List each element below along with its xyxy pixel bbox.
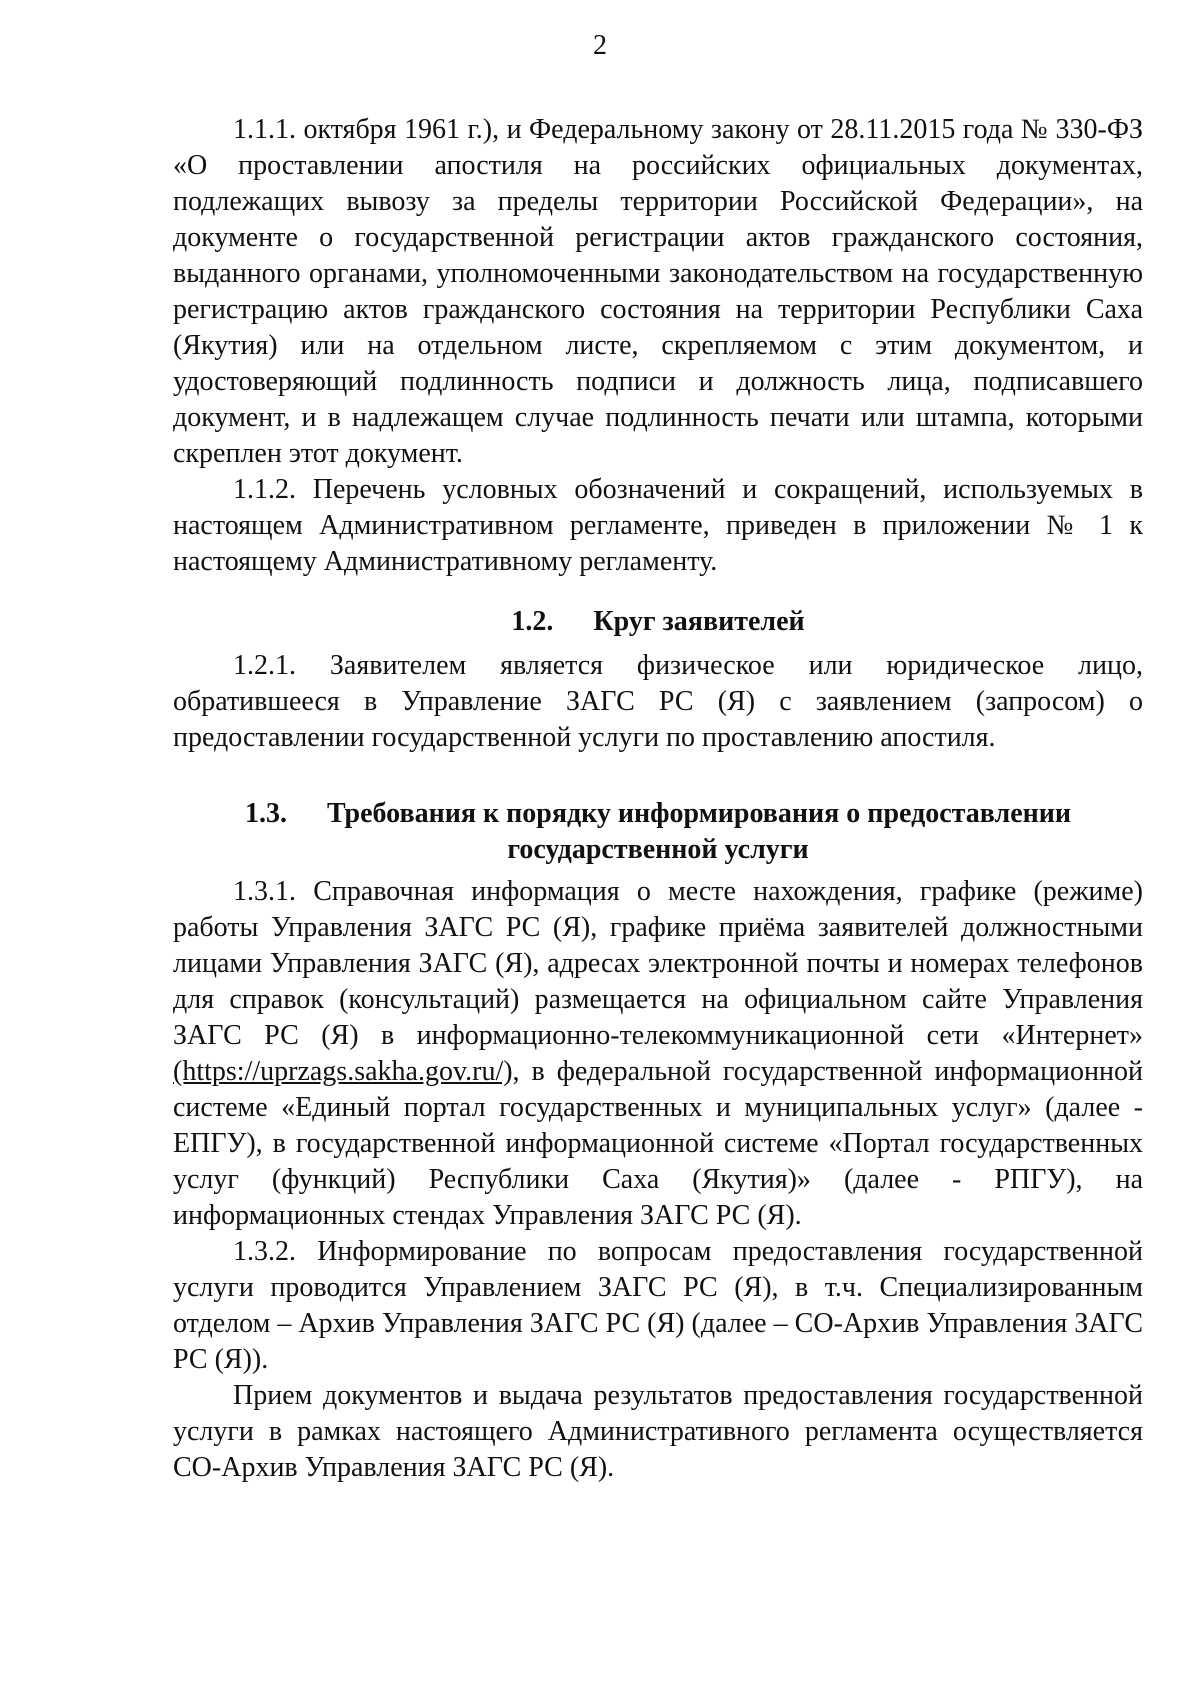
page-number: 2 <box>593 30 607 61</box>
paragraph-text: в федеральной государственной информационной системе «Единый портал государственных и муниципальных услуг» (далее - ЕПГУ), в государственной информационной системе «Портал государственных услуг (функций) Республики Саха (Якутия)» (далее - РПГУ), на информационных стендах Управления ЗАГС РС (Я). <box>173 1056 1143 1231</box>
website-link[interactable]: (https://uprzags.sakha.gov.ru/), <box>173 1056 520 1087</box>
paragraph-1-3-2: 1.3.2. Информирование по вопросам предоставления государственной услуги проводится Управлением ЗАГС РС (Я), в т.ч. Специализированным отделом – Архив Управления ЗАГС РС (Я) (далее – СО-Архив Управления ЗАГС РС (Я)). <box>173 1236 1143 1375</box>
section-number: 1.3. <box>244 798 287 829</box>
paragraph-1-1-1: 1.1.1. октября 1961 г.), и Федеральному закону от 28.11.2015 года № 330-ФЗ «О проставлении апостиля на российских официальных документах, подлежащих вывозу за пределы территории Российской Федерации», на документе о государственной регистрации актов гражданского состояния, выданного органами, уполномоченными законодательством на государственную регистрацию актов гражданского состояния на территории Республики Саха (Якутия) или на отдельном листе, скрепляемом с этим документом, и удостоверяющий подлинность подписи и должность лица, подписавшего документ, и в надлежащем случае подлинность печати или штампа, которыми скреплен этот документ. <box>173 114 1143 469</box>
paragraph-text: 1.3.1. Справочная информация о месте нахождения, графике (режиме) работы Управления ЗАГС РС (Я), графике приёма заявителей должностными лицами Управления ЗАГС (Я), адресах электронной почты и номерах телефонов для справок (консультаций) размещается на официальном сайте Управления ЗАГС РС (Я) в информационно-телекоммуникационной сети «Интернет» <box>173 876 1143 1051</box>
section-heading-1-3 <box>173 796 1143 868</box>
section-heading-line-2: государственной услуги <box>507 834 809 865</box>
section-number: 1.2. <box>511 606 554 637</box>
paragraph-reception: Прием документов и выдача результатов предоставления государственной услуги в рамках настоящего Административного регламента осуществляется СО-Архив Управления ЗАГС РС (Я). <box>173 1380 1143 1483</box>
section-heading-line-1 <box>173 796 1143 832</box>
paragraph-1-1-2: 1.1.2. Перечень условных обозначений и сокращений, используемых в настоящем Административном регламенте, приведен в приложении № 1 к настоящему Административному регламенту. <box>173 474 1143 577</box>
section-title: Круг заявителей <box>593 606 805 637</box>
paragraph-1-3-1 <box>173 874 1143 1234</box>
document-body <box>173 112 1143 1486</box>
paragraph-1-2-1: 1.2.1. Заявителем является физическое или юридическое лицо, обратившееся в Управление ЗАГС РС (Я) с заявлением (запросом) о предоставлении государственной услуги по проставлению апостиля. <box>173 650 1143 753</box>
section-title: Требования к порядку информирования о предоставлении <box>326 798 1072 829</box>
section-heading-1-2 <box>173 604 1143 640</box>
